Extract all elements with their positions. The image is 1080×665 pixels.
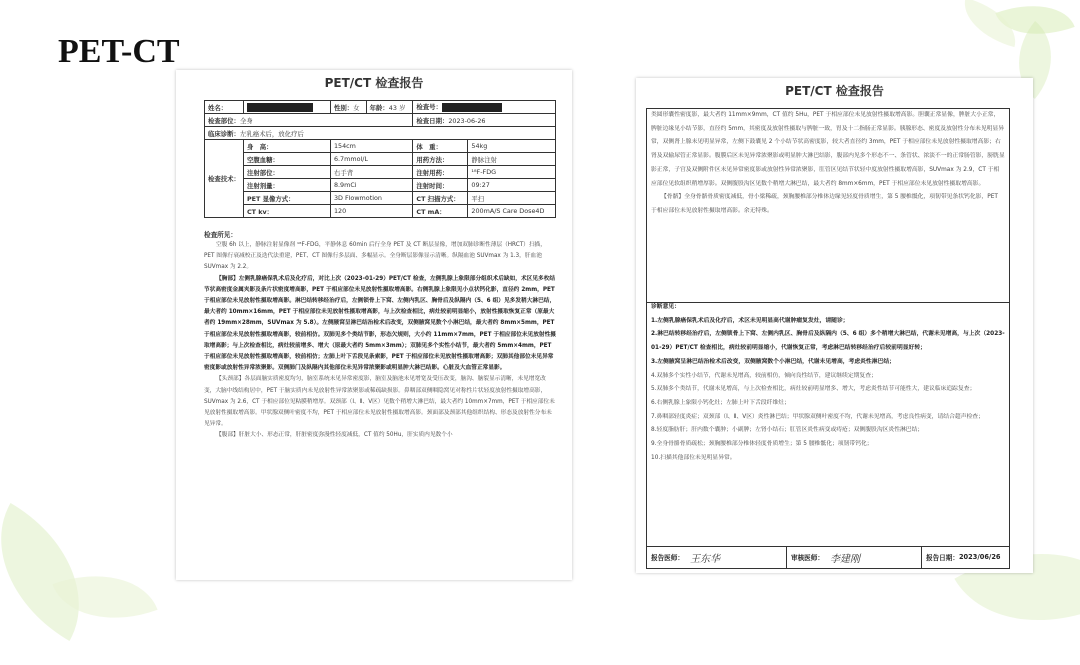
report-date-label: 报告日期：: [926, 554, 959, 562]
exam-site-label: 检查部位：: [208, 116, 240, 125]
decorative-leaf: [0, 503, 114, 641]
findings-paragraph: 类圆形囊性密度影，最大者约 11mm×9mm，CT 值约 5Hu，PET 于相应部位未见放射性摄取增高影。胆囊正常显像，脾脏大小正常，脾脏边缘见小结节影，直径约 5mm，其密度及放射性摄取与脾脏一致，胃及十二指肠正常显影。胰腺形态、密度及放射性分布未见明显异常，双侧肾上腺未见明显异常，左侧下鼓囊见 2 个小结节状高密度影，较大者直径约 3mm，PET 于相应部位未见放射性摄取增高影；右肾及双输尿管正常显影。腹膜后区未见异常浓聚影或明显肿大淋巴结影，腹部内见多个形态不一、条管状、浓淡不一的正常肠管影，膀胱显影正常，子宫及双侧附件区未见异常密度影或放射性异常浓聚影，肛管区见结节状轻中度放射性摄取增高影，SUVmax 为 2.9，CT 于相应部位见软组织稍增厚影。双侧腹股沟区见数个稍增大淋巴结，最大者约 8mm×6mm，PET 于相应部位未见放射性摄取增高影。: [651, 112, 1005, 187]
reporting-doctor-cell: [647, 546, 787, 568]
report-title: PET/CT 检查报告: [324, 76, 424, 90]
tech-param-label: 注射剂量：: [243, 179, 330, 192]
exam-no-label: 检查号: [416, 103, 436, 112]
age-value: 43 岁: [388, 103, 406, 112]
name-label: 姓名: [208, 103, 221, 112]
gender-label: 性别：: [333, 103, 354, 112]
report-date-value: 2023/06/26: [958, 553, 1001, 561]
tech-param-label: CT mA：: [413, 205, 468, 218]
opinion-item: 1.左侧乳腺癌保乳术后及化疗后，术区未见明显高代谢肿瘤复发灶，请随诊；: [651, 317, 849, 324]
opinion-item: 6.右侧乳腺上象限小钙化灶；左肺上叶下舌段纤维灶；: [651, 399, 790, 406]
redacted-name: [247, 103, 313, 112]
reviewer-signature: 李建刚: [829, 553, 860, 565]
tech-param-value: 09:27: [468, 179, 556, 192]
tech-param-value: 54kg: [468, 140, 556, 153]
tech-param-value: 120: [330, 205, 412, 218]
tech-param-value: 平扫: [468, 192, 556, 205]
opinion-item: 9.全身骨骼骨质疏松；颈胸腰椎部分椎体轻度骨质增生；第 5 腰椎骶化；项韧带钙化；: [651, 441, 873, 448]
clinical-value: 左乳癌术后，放化疗后: [239, 129, 304, 138]
opinion-item: 4.双肺多个实性小结节，代谢未见增高，较前相仿，倾向良性结节，建议继续定期复查；: [651, 372, 877, 379]
findings-paragraph-bone: 【骨骼】全身骨骼骨质密度减低，骨小梁稀疏，颈胸腰椎部分椎体边缘见轻度骨质增生，第 5 腰椎骶化，项韧带见条状钙化影，PET 于相应部位未见放射性摄取增高影。余无特殊。: [651, 194, 998, 214]
report-page-right: [636, 78, 1033, 573]
tech-param-value: 右手背: [330, 166, 412, 179]
opinion-item: 5.双肺多个类结节，代谢未见增高，与上次检查相比，病灶较前明显增多、增大，考虑炎性结节可能性大，建议临床追踪复查；: [651, 386, 976, 393]
tech-param-value: 6.7mmol/L: [330, 153, 412, 166]
report-date-cell: [922, 546, 1009, 568]
findings-body: [204, 240, 556, 442]
age-label: 年龄：: [369, 103, 389, 112]
tech-param-label: 体 重：: [413, 140, 468, 153]
doctor-signature: 王东华: [689, 553, 720, 565]
report-page-left: [176, 70, 572, 580]
tech-label: 检查技术：: [208, 175, 240, 183]
findings-paragraph-abdomen: 【腹部】肝脏大小、形态正常，肝脏密度弥漫性轻度减低，CT 值约 50Hu，肝实质内见数个小: [216, 432, 453, 439]
reviewing-doctor-cell: [787, 546, 922, 568]
opinion-item: 8.轻度脂肪肝；肝内数个囊肿；小副脾；左肾小结石；肛管区炎性病变或痔疮；双侧腹股沟区炎性淋巴结；: [651, 427, 924, 434]
tech-param-value: ¹⁸F-FDG: [468, 166, 556, 179]
doctor-label: 报告医师：: [651, 554, 684, 562]
tech-param-label: 注射用药：: [413, 166, 468, 179]
findings-paragraph-chest: 【胸部】左侧乳腺癌保乳术后及化疗后，对比上次（2023-01-29）PET/CT 检查，左侧乳腺上象限部分组织术后缺如，术区见多枚结节状高密度金属夹影及条片状密度增高影，PET 于相应部位未见放射性摄取增高影。右侧乳腺上象限见小点状钙化影，直径约 2mm，PET 于相应部位未见放射性摄取增高影。淋巴结转移经治疗后，左侧锁骨上下窝、左侧内乳区、胸骨后及纵隔内（5、6 组）见多发稍大淋巴结，最大者约 10mm×16mm，PET 于相应部位未见放射性摄取增高影，与上次检查相比，病灶较前明显缩小，放射性摄取恢复正常（原最大者约 19mm×28mm，SUVmax 为 5.8）。左侧腋窝呈淋巴结治检术后改变，双侧腋窝见数个小淋巴结，最大者约 8mm×5mm，PET 于相应部位未见放射性摄取增高影，较前相仿。双肺见多个类结节影，形态欠规则，大小约 11mm×7mm，PET 于相应部位未见放射性摄取增高影；与上次检查相比，病灶较前增多、增大（原最大者约 5mm×3mm）；双肺见多个实性小结节，最大者约 5mm×4mm，PET 于相应部位未见放射性摄取增高影，较前相仿；左肺上叶下舌段见条索影，PET 于相应部位未见放射性摄取增高影；双肺其他部位未见异常密度影或放射性异常浓聚影。双侧肺门及纵隔内其他部位未见异常浓聚影或明显肿大淋巴结影。心脏及大血管正常显影。: [204, 275, 556, 372]
exam-date-value: 2023-06-26: [448, 116, 486, 125]
tech-param-label: PET 显像方式：: [243, 192, 330, 205]
tech-param-label: 身 高：: [243, 140, 330, 153]
clinical-label: 临床诊断：: [208, 129, 240, 138]
tech-param-label: 注射时间：: [413, 179, 468, 192]
report-title: PET/CT 检查报告: [785, 84, 884, 98]
tech-param-value: 8.9mCi: [330, 179, 412, 192]
findings-label: 检查所见：: [204, 231, 237, 239]
tech-param-value: 3D Flowmotion: [330, 192, 412, 205]
tech-param-value: 静脉注射: [468, 153, 556, 166]
diagnosis-box: [646, 301, 1010, 547]
findings-paragraph-head-neck: 【头颈部】各层面脑实质密度均匀，脑室系统未见异常密度影，脑室及脑池未见增宽及受压改变，脑沟、脑裂显示清晰，未见增宽改变，大脑中线结构居中，PET 于脑实质内未见放射性异常浓聚影或稀疏缺损影。鼻咽部双侧咽隐窝见对称性片状轻度放射性摄取增高影，SUVmax 为 2.6，CT 于相应部位见粘膜稍增厚。双颈部（Ⅰ、Ⅱ、Ⅴ区）见数个稍增大淋巴结，最大者约 10mm×7mm，PET 于相应部位未见放射性摄取增高影。甲状腺双侧叶密度不均，PET 于相应部位未见放射性摄取增高影。颈面部及颈部其他组织结构、形态及放射性分布未见异常。: [204, 376, 555, 428]
findings-paragraph: 空腹 6h 以上，静脉注射显像剂 ¹⁸F-FDG，平静休息 60min 后行全身 PET 及 CT 断层显像，增加双肺诊断性薄层（HRCT）扫描，PET 图像行衰减校正及迭代法重建，PET、CT 图像行多层面、多幅显示。全身断层影像显示清晰。纵隔血池 SUVmax 为 1.3，肝血池 SUVmax 为 2.2。: [204, 242, 546, 271]
tech-param-label: 用药方法：: [413, 153, 468, 166]
opinion-item: 10.扫描其他部位未见明显异常。: [651, 454, 736, 461]
tech-param-value: 200mA/S Care Dose4D: [468, 205, 556, 218]
tech-param-value: 154cm: [330, 140, 412, 153]
reviewer-label: 审核医师：: [791, 554, 824, 562]
tech-param-label: 空腹血糖：: [243, 153, 330, 166]
opinion-item: 2.淋巴结转移经治疗后，左侧锁骨上下窝、左侧内乳区、胸骨后及纵隔内（5、6 组）多个稍增大淋巴结，代谢未见增高，与上次（2023-01-29）PET/CT 检查相比，病灶较前明显缩小，代谢恢复正常，考虑淋巴结转移经治疗后较前明显好转；: [651, 331, 1005, 352]
exam-date-label: 检查日期：: [416, 116, 449, 125]
redacted-exam-no: [442, 103, 502, 112]
opinion-item: 7.鼻咽部轻度炎症；双颈部（Ⅰ、Ⅱ、Ⅴ区）炎性淋巴结；甲状腺双侧叶密度不均，代谢未见增高，考虑良性病变，请结合超声检查；: [651, 413, 984, 420]
opinion-item: 3.左侧腋窝呈淋巴结治检术后改变，双侧腋窝数个小淋巴结，代谢未见增高，考虑炎性淋巴结；: [651, 358, 895, 365]
tech-param-label: CT 扫描方式：: [413, 192, 468, 205]
tech-param-label: 注射部位：: [243, 166, 330, 179]
slide-title: PET-CT: [58, 33, 180, 70]
gender-value: 女: [353, 103, 360, 112]
findings-continued-box: [646, 108, 1010, 303]
patient-info-table: 姓名： 性别：女 年龄：43 岁 检查号： 检查部位：全身 检查日期：2023-06-26 临床诊断：左乳癌术后，放化疗后 检查技术： 身 高： 154cm 体 重： 54kg 空腹血糖： 6.7mmol/L 用药方法： 静脉注射 注射部位： 右手背 注射用药： ¹⁸F-FDG 注射剂量： 8.9mCi 注射时间： 09:27 PET 显像方式： 3D Flowmotion CT 扫描方式： 平扫 CT kv： 120 CT mA： 200mA/S Care Dose4D: [204, 100, 556, 218]
opinion-label: 诊断意见：: [651, 304, 680, 310]
signature-row: [646, 546, 1010, 569]
tech-param-label: CT kv：: [243, 205, 330, 218]
exam-site-value: 全身: [239, 116, 253, 125]
